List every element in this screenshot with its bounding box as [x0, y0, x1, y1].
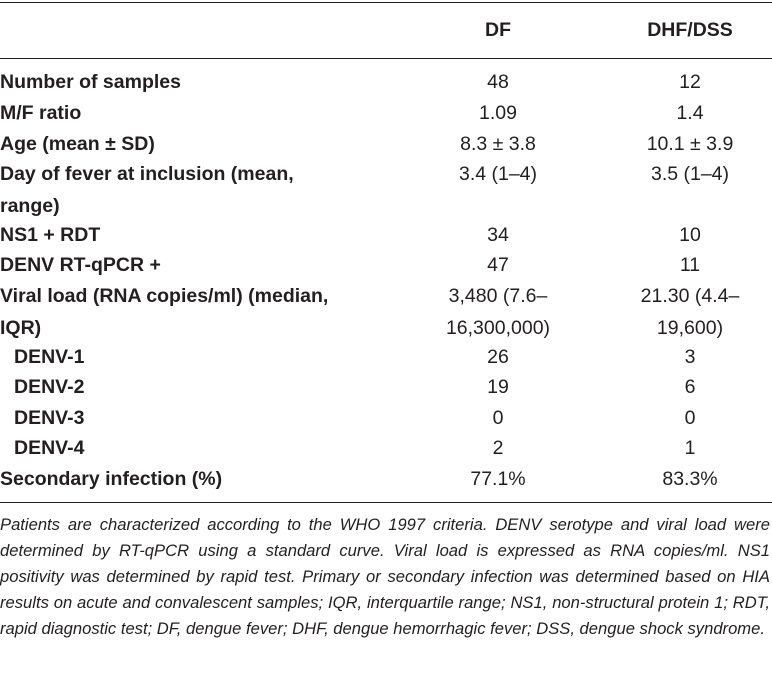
cell-df: 19 [487, 376, 509, 398]
row-label: NS1 + RDT [0, 224, 101, 246]
row-label-line1: Viral load (RNA copies/ml) (median, [0, 285, 329, 307]
cell-df: 3.4 (1–4) [458, 163, 538, 185]
row-label: DENV RT-qPCR + [0, 254, 161, 276]
cell-dhf-dss: 0 [684, 407, 696, 429]
cell-df: 48 [487, 71, 509, 93]
column-header-df: DF [485, 19, 511, 41]
cell-dhf-dss: 10.1 ± 3.9 [646, 133, 734, 155]
cell-df: 47 [487, 254, 509, 276]
cell-df [398, 283, 598, 341]
row-label: DENV-2 [14, 376, 85, 398]
row-label: DENV-4 [14, 437, 85, 459]
column-header-dhf-dss: DHF/DSS [647, 19, 733, 41]
cell-dhf-dss-line1: 21.30 (4.4– [640, 285, 740, 307]
cell-dhf-dss: 83.3% [662, 468, 718, 490]
header-rule [0, 58, 772, 59]
cell-dhf-dss: 12 [679, 71, 701, 93]
cell-df: 77.1% [470, 468, 526, 490]
row-label: Number of samples [0, 71, 181, 93]
cell-dhf-dss: 1.4 [676, 102, 704, 124]
row-label: DENV-3 [14, 407, 85, 429]
row-label-line2: range) [0, 195, 60, 217]
row-label [0, 161, 360, 219]
cell-df: 0 [492, 407, 504, 429]
row-label: Age (mean ± SD) [0, 133, 155, 155]
cell-df: 1.09 [479, 102, 517, 124]
row-label-line2: IQR) [0, 317, 42, 339]
cell-df: 2 [492, 437, 504, 459]
cell-dhf-dss-line2: 19,600) [656, 317, 724, 339]
cell-dhf-dss: 11 [679, 254, 701, 276]
cell-df: 8.3 ± 3.8 [460, 133, 536, 155]
cell-dhf-dss [590, 283, 772, 341]
row-label: M/F ratio [0, 102, 82, 124]
cell-dhf-dss: 3 [684, 346, 696, 368]
cell-dhf-dss: 3.5 (1–4) [650, 163, 730, 185]
cell-dhf-dss: 6 [684, 376, 696, 398]
row-label-line1: Day of fever at inclusion (mean, [0, 163, 294, 185]
row-label [0, 283, 360, 341]
cell-df: 26 [487, 346, 509, 368]
row-label: Secondary infection (%) [0, 468, 223, 490]
cell-df-line1: 3,480 (7.6– [448, 285, 548, 307]
row-label: DENV-1 [14, 346, 85, 368]
cell-dhf-dss: 1 [684, 437, 696, 459]
table-footnote: Patients are characterized according to the WHO 1997 criteria. DENV serotype and viral load were determined by RT-qPCR using a standard curve. Viral load is expressed as RNA copies/ml. NS1 positivity was determined by rapid test. Primary or secondary infection was determined based on HIA results on acute and convalescent samples; IQR, interquartile range; NS1, non-structural protein 1; RDT, rapid diagnostic test; DF, dengue fever; DHF, dengue hemorrhagic fever; DSS, dengue shock syndrome. [0, 515, 770, 638]
cell-dhf-dss: 10 [679, 224, 701, 246]
cell-df-line2: 16,300,000) [445, 317, 551, 339]
table-header [0, 2, 772, 58]
bottom-rule [0, 502, 772, 503]
cell-df: 34 [487, 224, 509, 246]
